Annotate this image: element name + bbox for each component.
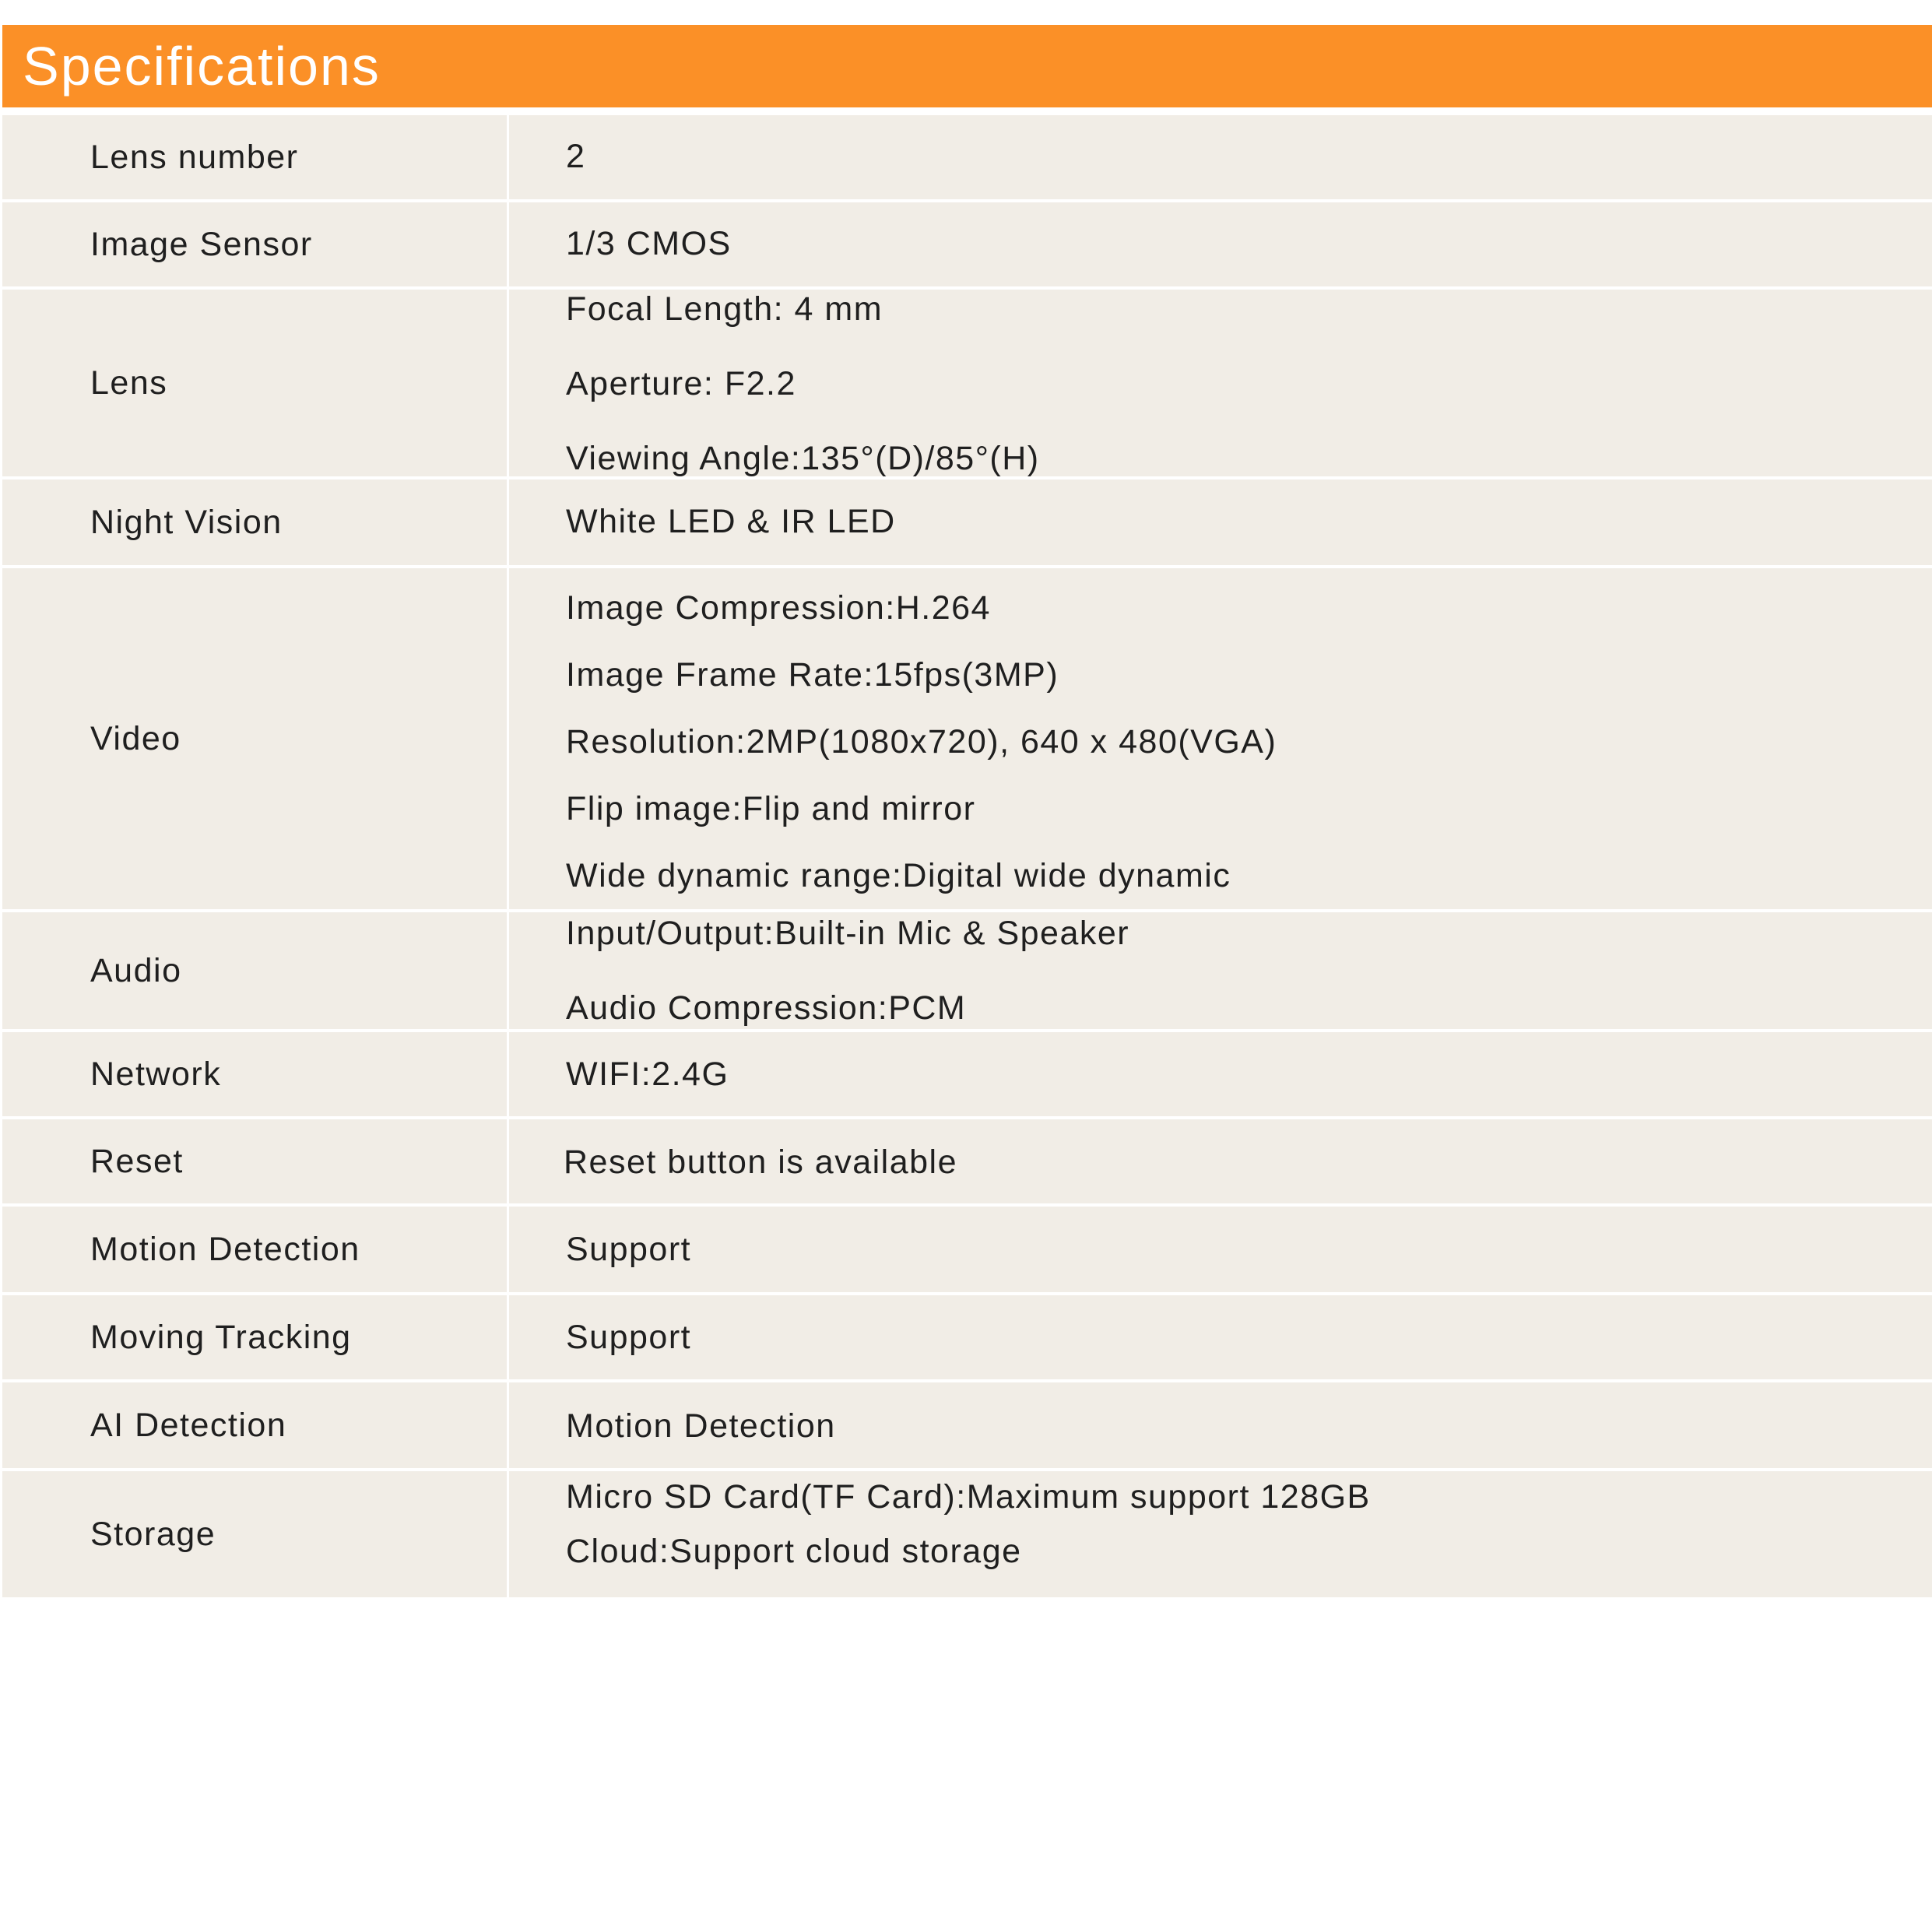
spec-value: Image Compression:H.264 bbox=[566, 589, 991, 627]
table-row bbox=[2, 568, 1932, 909]
spec-value: Motion Detection bbox=[566, 1407, 836, 1445]
table-row bbox=[2, 290, 1932, 476]
spec-value-cell bbox=[509, 1382, 1932, 1468]
table-row bbox=[2, 1032, 1932, 1116]
spec-value: Focal Length: 4 mm bbox=[566, 290, 883, 328]
spec-value-cell bbox=[509, 115, 1932, 199]
spec-label: Image Sensor bbox=[2, 202, 507, 286]
spec-value: 1/3 CMOS bbox=[566, 225, 732, 262]
spec-value-cell bbox=[509, 480, 1932, 565]
spec-value-cell bbox=[509, 912, 1932, 1029]
spec-label: Storage bbox=[2, 1471, 507, 1597]
spec-value: Audio Compression:PCM bbox=[566, 989, 967, 1027]
specifications-header bbox=[2, 25, 1932, 107]
spec-value: Reset button is available bbox=[564, 1143, 958, 1181]
spec-value-cell bbox=[509, 290, 1932, 476]
spec-value: Cloud:Support cloud storage bbox=[566, 1533, 1022, 1570]
table-row bbox=[2, 1119, 1932, 1203]
spec-value: White LED & IR LED bbox=[566, 503, 896, 540]
table-row bbox=[2, 480, 1932, 565]
spec-value: Wide dynamic range:Digital wide dynamic bbox=[566, 857, 1231, 894]
table-row bbox=[2, 1295, 1932, 1379]
spec-label: Reset bbox=[2, 1119, 507, 1203]
spec-value-cell bbox=[509, 1295, 1932, 1379]
spec-value-cell bbox=[509, 1119, 1932, 1203]
spec-value: Input/Output:Built-in Mic & Speaker bbox=[566, 915, 1130, 952]
spec-value: Viewing Angle:135°(D)/85°(H) bbox=[566, 440, 1040, 477]
spec-value: Resolution:2MP(1080x720), 640 x 480(VGA) bbox=[566, 723, 1277, 761]
spec-label: Network bbox=[2, 1032, 507, 1116]
spec-value-cell bbox=[509, 568, 1932, 909]
spec-value-cell bbox=[509, 1032, 1932, 1116]
spec-label: Night Vision bbox=[2, 480, 507, 565]
spec-value: Image Frame Rate:15fps(3MP) bbox=[566, 656, 1059, 694]
spec-label: Lens bbox=[2, 290, 507, 476]
spec-value-cell bbox=[509, 202, 1932, 286]
spec-label: Lens number bbox=[2, 115, 507, 199]
table-row bbox=[2, 1207, 1932, 1292]
table-row bbox=[2, 202, 1932, 286]
spec-value-cell bbox=[509, 1471, 1932, 1597]
spec-label: Audio bbox=[2, 912, 507, 1029]
spec-value: Support bbox=[566, 1319, 692, 1356]
spec-value: Flip image:Flip and mirror bbox=[566, 790, 976, 827]
spec-value: Support bbox=[566, 1231, 692, 1268]
spec-value: WIFI:2.4G bbox=[566, 1056, 729, 1093]
spec-label: AI Detection bbox=[2, 1382, 507, 1468]
spec-label: Video bbox=[2, 568, 507, 909]
spec-label: Motion Detection bbox=[2, 1207, 507, 1292]
spec-label: Moving Tracking bbox=[2, 1295, 507, 1379]
spec-value: 2 bbox=[566, 138, 586, 175]
spec-value-cell bbox=[509, 1207, 1932, 1292]
spec-value: Aperture: F2.2 bbox=[566, 365, 796, 402]
spec-value: Micro SD Card(TF Card):Maximum support 128GB bbox=[566, 1478, 1371, 1516]
table-row bbox=[2, 1382, 1932, 1468]
table-row bbox=[2, 912, 1932, 1029]
table-row bbox=[2, 115, 1932, 199]
table-row bbox=[2, 1471, 1932, 1597]
page-title: Specifications bbox=[23, 36, 381, 97]
